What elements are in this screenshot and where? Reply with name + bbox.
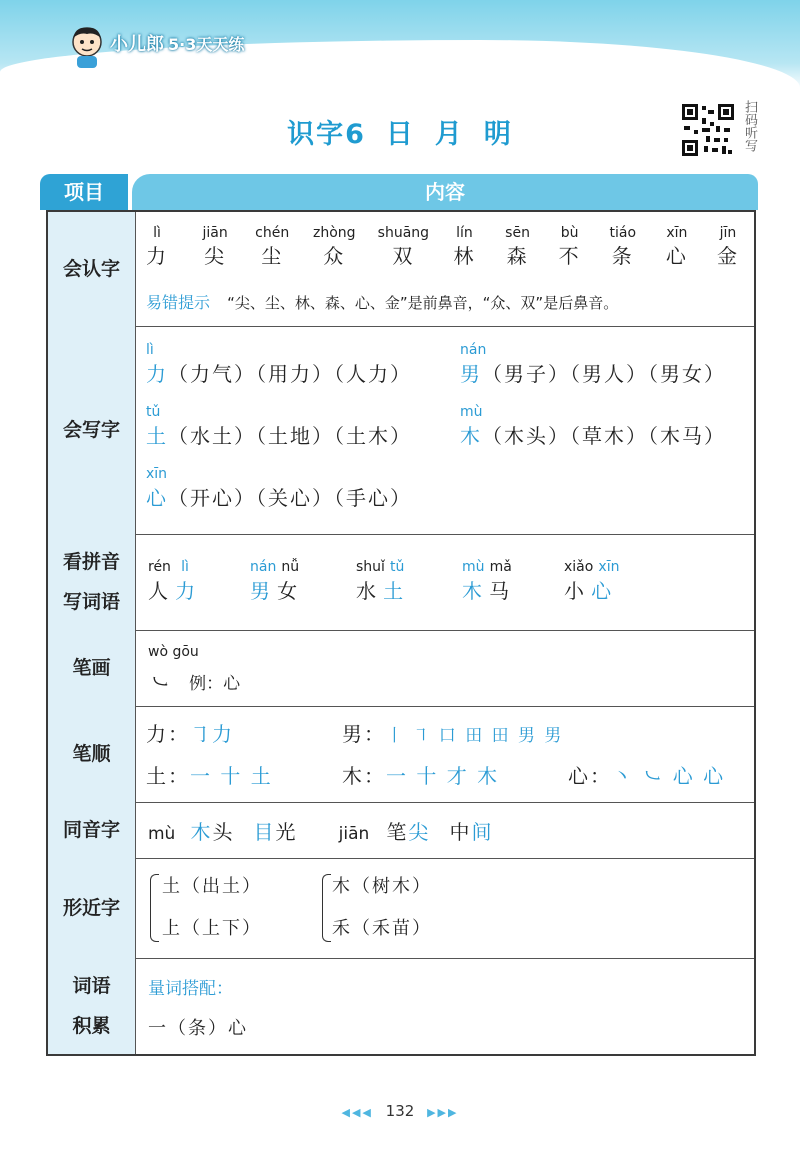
- word-item: rén lì 人 力: [148, 559, 198, 603]
- arrow-left-icon: ◀◀◀: [341, 1106, 373, 1119]
- write-item: tǔ 土（水土）（土地）（土木）: [146, 404, 412, 448]
- tip-line: [146, 290, 618, 313]
- char-item: jiān 尖: [202, 225, 228, 268]
- char-item: chén 尘: [255, 225, 290, 268]
- word-item: mù mǎ 木 马: [462, 559, 512, 603]
- qr-caption: 扫码听写: [742, 100, 757, 152]
- brand: [110, 30, 244, 56]
- brand-series: 5·3天天练: [168, 35, 245, 54]
- row-label: 会写字: [48, 326, 136, 534]
- vocab-content: [136, 958, 754, 1054]
- row-write: [48, 326, 754, 535]
- write-item: mù 木（木头）（草木）（木马）: [460, 404, 726, 448]
- order-xin: 心：丶 ㇃ 心 心: [568, 764, 726, 788]
- row-label: 笔画: [48, 630, 136, 706]
- char-item: lín 林: [453, 225, 476, 268]
- char-item: xīn 心: [665, 225, 688, 268]
- stroke-content: [136, 630, 754, 706]
- vocab-heading: 量词搭配：: [148, 979, 233, 999]
- page-number: 132: [385, 1102, 415, 1120]
- homophone-line: mù 木头 目光 jiān 笔尖 中间: [148, 820, 494, 844]
- page-footer: [0, 1102, 800, 1120]
- write-item: lì 力（力气）（用力）（人力）: [146, 342, 412, 386]
- title-char-1: 日: [385, 119, 415, 150]
- row-label: 看拼音 写词语: [48, 534, 136, 630]
- stroke-example: 例：心: [189, 674, 241, 694]
- recognize-chars: [144, 224, 743, 270]
- recognize-content: [136, 212, 754, 326]
- char-item: shuāng 双: [377, 225, 430, 268]
- similar-a2: 上（上下）: [162, 918, 262, 939]
- stroke-pinyin: wò gōu: [148, 644, 199, 660]
- char-item: bù 不: [558, 225, 581, 268]
- similar-b1: 木（树木）: [332, 876, 432, 897]
- row-label: 笔顺: [48, 706, 136, 802]
- char-item: zhòng 众: [313, 225, 356, 268]
- row-label: 会认字: [48, 212, 136, 326]
- row-label: 词语 积累: [48, 958, 136, 1054]
- stroke-order-content: [136, 706, 754, 802]
- order-li: 力：㇆力: [146, 722, 234, 746]
- stroke-glyph: ㇃: [150, 670, 172, 694]
- title-char-2: 月: [434, 119, 464, 150]
- write-item: xīn 心（开心）（关心）（手心）: [146, 466, 412, 510]
- similar-b2: 禾（禾苗）: [332, 918, 432, 939]
- similar-content: [136, 858, 754, 958]
- table-header: [40, 174, 758, 210]
- row-stroke: [48, 630, 754, 707]
- write-item: nán 男（男子）（男人）（男女）: [460, 342, 726, 386]
- stroke-line: [150, 666, 240, 695]
- vocab-example: 一（条）心: [148, 1018, 248, 1039]
- row-stroke-order: [48, 706, 754, 803]
- row-label: 同音字: [48, 802, 136, 858]
- word-item: xiǎo xīn 小 心: [564, 559, 620, 603]
- word-item: nán nǚ 男 女: [250, 559, 300, 603]
- char-item: jīn 金: [716, 225, 739, 268]
- row-homophone: [48, 802, 754, 859]
- order-mu: 木：一 十 才 木: [342, 764, 500, 788]
- header-project: 项目: [40, 174, 128, 210]
- order-nan: 男：丨 ㇕ 口 田 田 男 男: [342, 722, 564, 746]
- row-label: 形近字: [48, 858, 136, 958]
- brace-right: [322, 874, 331, 942]
- title-prefix: 识字6: [287, 119, 366, 150]
- row-recognize: [48, 212, 754, 327]
- row-vocab: [48, 958, 754, 1054]
- brand-name: 小儿郎: [110, 34, 164, 55]
- content-table: [46, 210, 756, 1056]
- mascot-icon: [68, 24, 106, 68]
- pinyin-words-content: [136, 534, 754, 630]
- tip-label: 易错提示: [146, 293, 211, 312]
- title-char-3: 明: [483, 119, 513, 150]
- char-item: tiáo 条: [609, 225, 637, 268]
- write-content: [136, 326, 754, 534]
- similar-a1: 土（出土）: [162, 876, 262, 897]
- homophone-content: [136, 802, 754, 858]
- tip-text: “尖、尘、林、森、心、金”是前鼻音，“众、双”是后鼻音。: [227, 294, 619, 312]
- qr-code[interactable]: [680, 102, 736, 158]
- row-similar: [48, 858, 754, 959]
- char-item: sēn 森: [505, 225, 530, 268]
- word-item: shuǐ tǔ 水 土: [356, 559, 406, 603]
- brace-left: [150, 874, 159, 942]
- header-content: 内容: [132, 174, 758, 210]
- order-tu: 土：一 十 土: [146, 764, 273, 788]
- row-pinyin-words: [48, 534, 754, 631]
- char-item: lì 力: [146, 225, 168, 268]
- arrow-right-icon: ▶▶▶: [427, 1106, 459, 1119]
